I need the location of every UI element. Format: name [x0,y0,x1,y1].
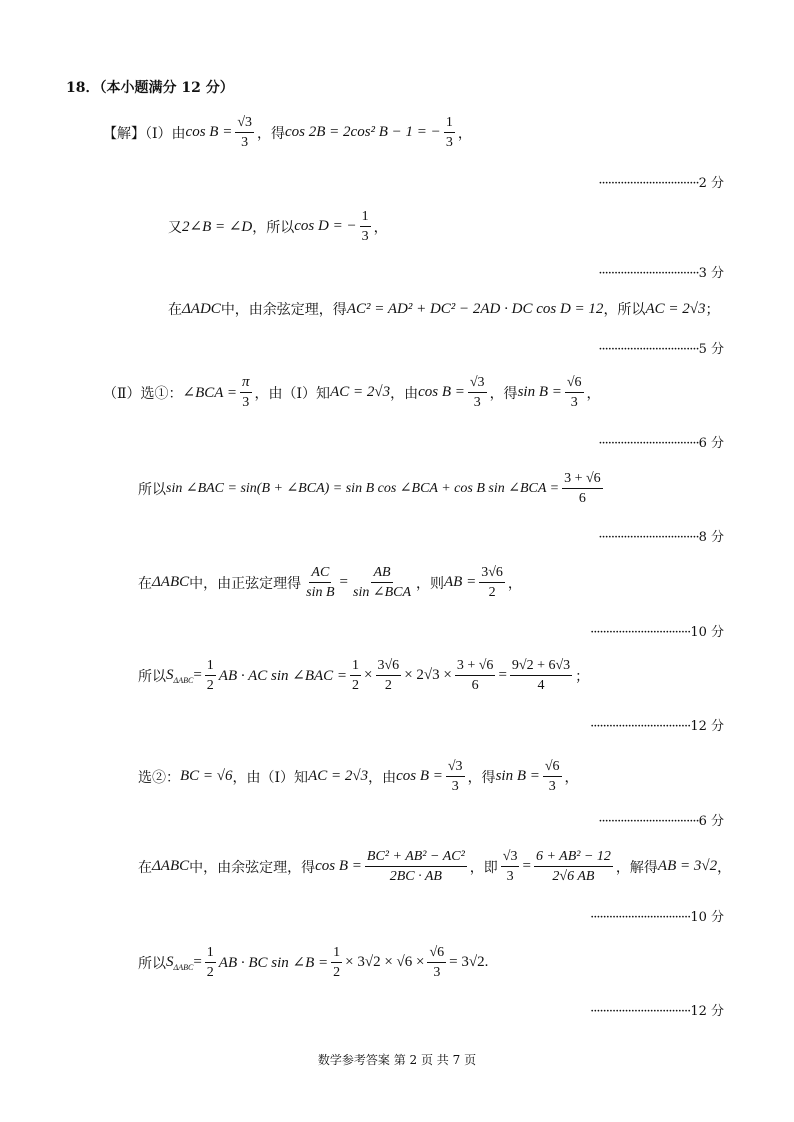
numerator: √6 [565,374,584,393]
part1-eq2: cos 2B = 2cos² B − 1 = − [285,124,441,140]
fraction [240,374,252,411]
fraction [534,848,613,885]
numerator: √6 [543,758,562,777]
fraction [565,374,584,411]
denominator: 2 [333,965,341,980]
score-line [598,338,724,357]
fraction [205,657,216,694]
denominator: 2 [206,678,214,693]
score-label: 2 分 [698,176,724,191]
score-line [590,715,724,734]
area-s: S [166,666,174,683]
text: 中，由正弦定理得 [189,575,302,592]
denominator: 3 [445,135,453,150]
fraction [479,564,505,601]
numerator: 3√6 [479,564,505,583]
equation: AC² = AD² + DC² − 2AD · DC cos D = 12 [346,300,604,317]
fraction [468,374,487,411]
fraction [376,657,402,694]
part2-opt1-line1 [103,374,601,411]
question-heading: 18．（本小题满分 12 分） [66,80,234,96]
text: 在 [168,302,182,318]
denominator: 3 [433,965,441,980]
numerator: 9√2 + 6√3 [510,657,572,676]
text: ， [586,385,601,402]
numerator: √6 [427,944,446,963]
denominator: 3 [506,869,514,884]
fraction [304,564,336,601]
numerator: 1 [331,944,342,963]
equation: cos B = [396,768,443,784]
numerator: 1 [444,114,455,133]
numerator: 6 + AB² − 12 [534,848,613,867]
equation: cos B = [418,384,465,400]
leader-dots: ································ [598,176,699,191]
equation: ∠BCA = [182,385,238,401]
equals: = [498,667,507,683]
numerator: 1 [205,657,216,676]
part1-line2 [168,208,388,245]
numerator: 1 [350,657,361,676]
denominator: 4 [537,678,545,693]
text: ，由（Ⅰ）知 [254,385,331,402]
leader-dots: ································ [598,342,699,357]
text: ， [564,769,579,786]
equation: AB · BC sin ∠B = [218,955,329,971]
text: ； [575,668,590,685]
text: ，所以 [603,302,646,318]
text: （Ⅱ）选①： [103,385,183,402]
score-line [598,810,724,829]
score-label: 3 分 [698,266,724,281]
score-label: 8 分 [698,530,724,545]
denominator: 6 [471,678,479,693]
numerator: 1 [205,944,216,963]
equals: = [339,574,348,590]
equation: sin ∠BAC = sin(B + ∠BCA) = sin B cos ∠BCA + cos B sin ∠BCA = [166,481,560,496]
numerator: √3 [501,848,520,867]
fraction [351,564,413,601]
denominator: 3 [242,395,250,410]
denominator: 3 [548,779,556,794]
numerator: √3 [235,114,254,133]
text: 中，由余弦定理，得 [189,859,316,876]
fraction [365,848,467,885]
area-subscript: ΔABC [173,962,194,972]
score-label: 5 分 [698,342,724,357]
fraction [510,657,572,694]
triangle: ΔADC [182,300,221,317]
fraction [455,657,496,694]
score-label: 12 分 [690,1004,724,1019]
equation: AC = 2√3 [308,768,369,784]
score-line [598,262,724,281]
score-line [590,906,724,925]
fraction [235,114,254,151]
numerator: √3 [468,374,487,393]
text: ，则 [416,575,445,592]
denominator: sin ∠BCA [353,585,412,600]
times: × 2√3 × [404,667,452,683]
numerator: π [240,374,252,393]
part1-eq1: cos B = [185,124,233,140]
result: = 3√2. [449,954,489,970]
area-s: S [166,953,174,970]
leader-dots: ································ [590,1004,691,1019]
equation: AB = 3√2 [657,858,718,874]
fraction [444,114,455,151]
denominator: 2BC · AB [389,869,442,884]
text: ，所以 [252,219,295,236]
equals: = [522,858,531,874]
area-symbol [166,667,193,685]
text: ， [507,575,522,592]
text: ， [457,125,472,142]
text: 又 [168,219,182,236]
text: ； [705,302,720,318]
part2-opt1-line2 [138,470,606,507]
text: ，由（Ⅰ）知 [232,769,309,786]
equation: sin B = [517,384,562,400]
denominator: 3 [451,779,459,794]
equation: AC = 2√3 [645,300,706,317]
equation: cos B = [315,858,362,874]
page-footer: 数学参考答案 第 2 页 共 7 页 [317,1053,477,1067]
leader-dots: ································ [590,719,691,734]
area-symbol [166,954,193,972]
text: ，由 [368,769,397,786]
times: × 3√2 × √6 × [345,954,425,970]
text: ，即 [469,859,498,876]
leader-dots: ································ [598,266,699,281]
score-line [590,621,724,640]
equation: BC = √6 [180,768,233,784]
text: ，得 [467,769,496,786]
part2-opt2-line3 [138,944,488,981]
text: 中，由余弦定理，得 [220,302,347,318]
text: 所以 [138,668,166,685]
equation: cos D = − [294,218,357,234]
denominator: sin B [306,585,335,600]
equation: AB · AC sin ∠BAC = [218,668,348,684]
text: ，由 [390,385,419,402]
area-subscript: ΔABC [173,675,194,685]
leader-dots: ································ [590,625,691,640]
part1-label: 【解】（Ⅰ）由 [103,125,186,142]
denominator: 2 [488,585,496,600]
fraction [205,944,216,981]
equation: sin B = [495,768,540,784]
numerator: 3 + √6 [455,657,496,676]
numerator: 1 [360,208,371,227]
score-label: 12 分 [690,719,724,734]
numerator: 3 + √6 [562,470,603,489]
leader-dots: ································ [598,436,699,451]
score-label: 10 分 [690,910,724,925]
denominator: 2 [352,678,360,693]
denominator: 2 [206,965,214,980]
fraction [331,944,342,981]
triangle: ΔABC [152,574,190,590]
equals: = [193,667,202,683]
numerator: BC² + AB² − AC² [365,848,467,867]
denominator: 6 [578,491,586,506]
text: ，解得 [615,859,658,876]
denominator: 2 [384,678,392,693]
text: ，得 [257,125,285,142]
numerator: √3 [446,758,465,777]
equation: AB = [444,574,477,590]
numerator: AC [309,564,331,583]
fraction [446,758,465,795]
denominator: 3 [570,395,578,410]
part1-line1 [103,114,472,151]
part1-line3 [168,299,719,319]
fraction [501,848,520,885]
triangle: ΔABC [152,858,190,874]
fraction [427,944,446,981]
text: ， [717,859,732,876]
text: 所以 [138,481,166,498]
part2-opt2-line1 [138,758,579,795]
denominator: 2√6 AB [552,869,595,884]
text: 所以 [138,955,166,972]
equation: AC = 2√3 [330,384,391,400]
text: 在 [138,859,152,876]
part2-opt1-line3 [138,564,522,601]
denominator: 3 [361,229,369,244]
score-line [598,172,724,191]
part2-opt2-line2 [138,848,731,885]
fraction [360,208,371,245]
denominator: 3 [473,395,481,410]
score-line [590,1000,724,1019]
equation: 2∠B = ∠D [182,219,253,235]
fraction [543,758,562,795]
numerator: 3√6 [376,657,402,676]
leader-dots: ································ [598,530,699,545]
score-line [598,432,724,451]
fraction [562,470,603,507]
part2-opt1-line4 [138,657,589,694]
times: × [364,667,373,683]
text: ，得 [489,385,518,402]
denominator: 3 [241,135,249,150]
score-label: 6 分 [698,436,724,451]
score-label: 10 分 [690,625,724,640]
text: ， [373,219,388,236]
numerator: AB [371,564,392,583]
leader-dots: ································ [598,814,699,829]
text: 选②： [138,769,180,786]
leader-dots: ································ [590,910,691,925]
fraction [350,657,361,694]
score-label: 6 分 [698,814,724,829]
equals: = [193,954,202,970]
score-line [598,526,724,545]
text: 在 [138,575,152,592]
